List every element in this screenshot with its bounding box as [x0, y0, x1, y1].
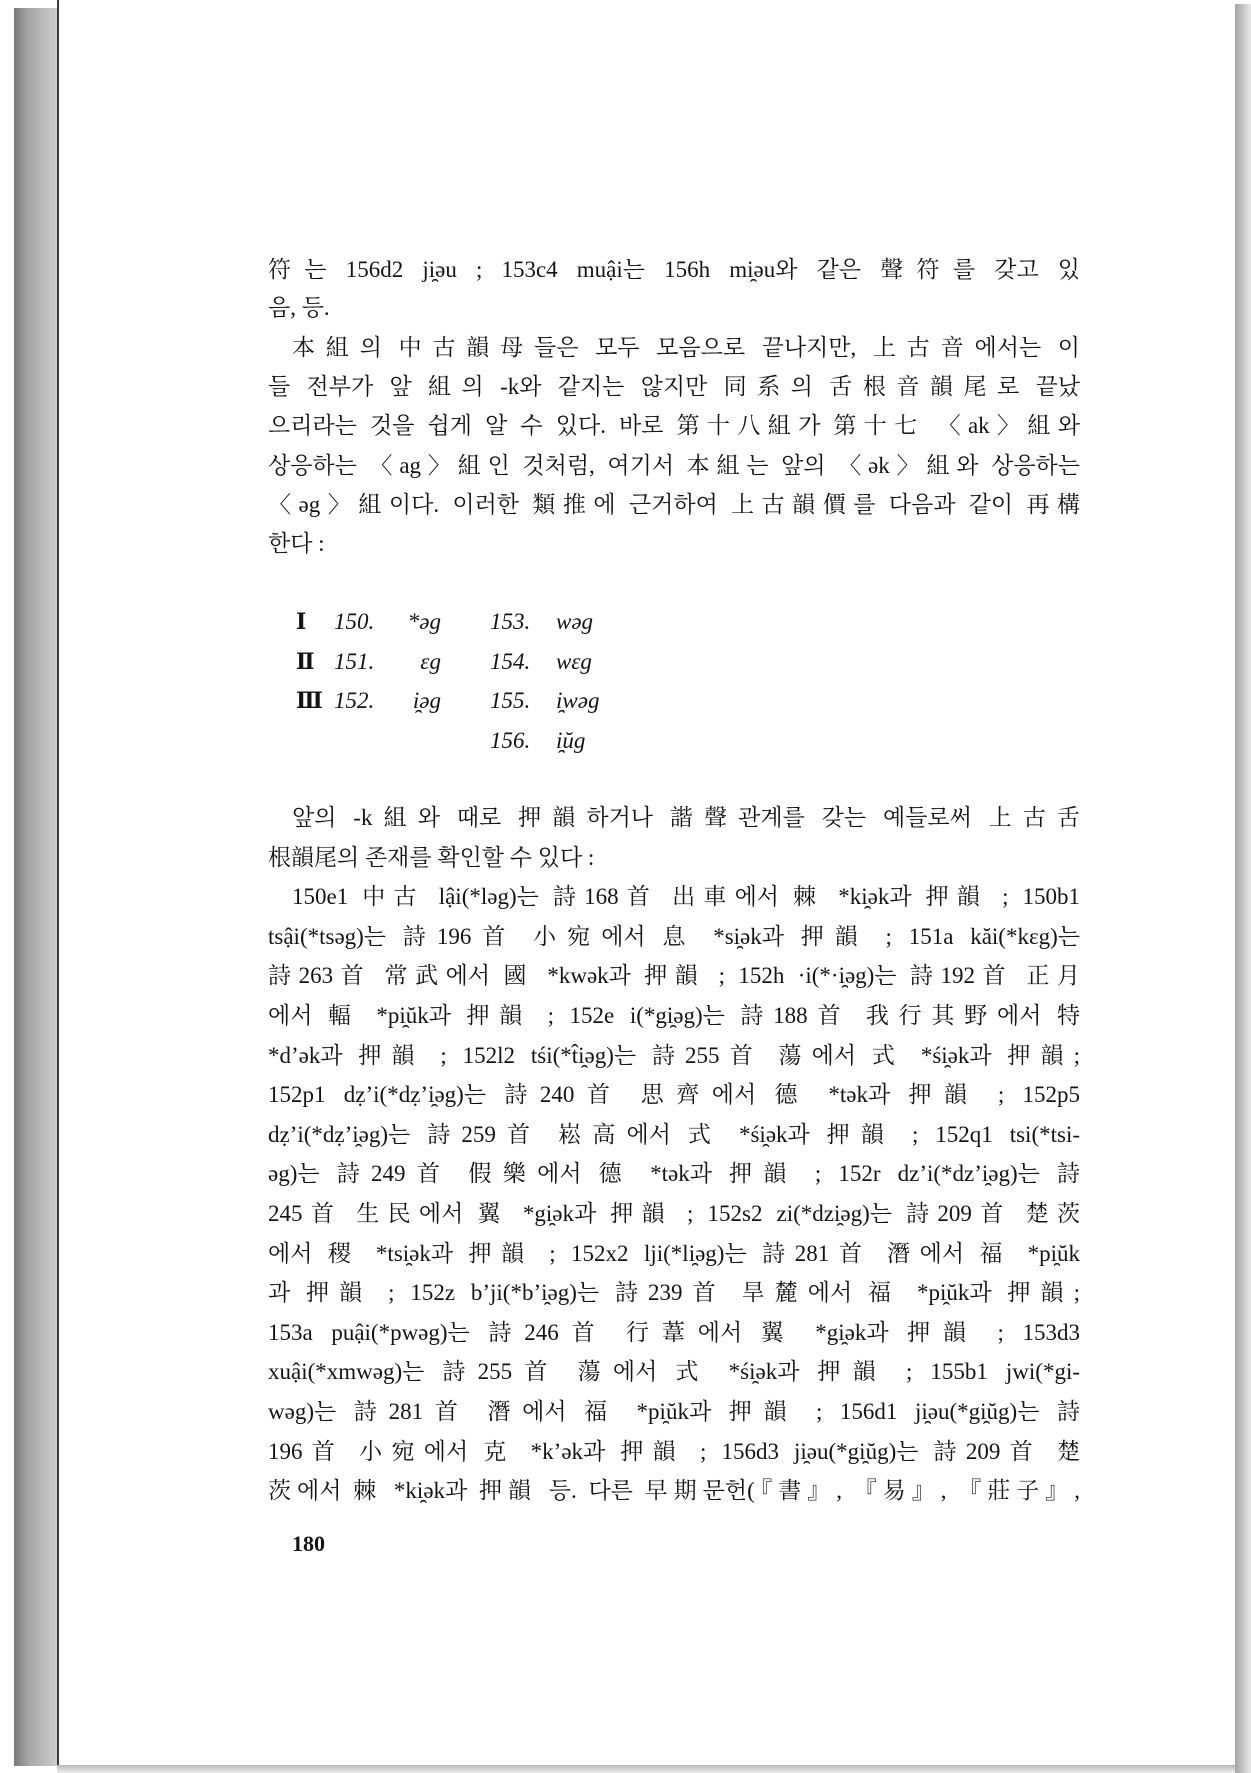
rhyme-value: i̯əg — [412, 688, 441, 713]
rhyme-number: 156. — [490, 727, 531, 753]
text-line: 詩263首 常武에서 國 *kwək과 押韻 ; 152h ·i(*·i̯əg)는 詩192首 正月 — [268, 963, 1080, 989]
rhyme-value: ɛg — [420, 648, 441, 674]
text-line: 에서 稷 *tsi̯ək과 押韻 ; 152x2 lji(*li̯əg)는 詩281首 潛에서 福 *pi̯ŭk — [268, 1240, 1080, 1266]
rhyme-value: wəg — [556, 609, 594, 634]
rhyme-number: 150. — [334, 609, 375, 634]
text-line: 本組의 中古韻母들은 모두 모음으로 끝나지만, 上古音에서는 이 — [292, 335, 1080, 360]
text-line: 에서 輻 *pi̯ŭk과 押韻 ; 152e i(*gi̯əg)는 詩188首 我行其野에서 特 — [268, 1002, 1080, 1028]
grade-label: Ⅱ — [296, 648, 315, 674]
text-line: 앞의 -k組와 때로 押韻하거나 諧聲관계를 갖는 예들로써 上古舌 — [292, 805, 1080, 830]
text-line: 과 押韻 ; 152z b’ji(*b’i̯əg)는 詩239首 旱麓에서 福 *pi̯ŭk과 押韻; — [268, 1280, 1080, 1306]
reconstruction-table — [0, 602, 1251, 760]
intro-text — [268, 251, 1080, 327]
rhyme-value: i̯ŭg — [556, 727, 586, 753]
rhyme-number: 153. — [490, 609, 531, 634]
rhyme-number: 152. — [334, 688, 375, 713]
text-line: 상응하는 〈ag〉組인 것처럼, 여기서 本組는 앞의 〈ək〉組와 상응하는 — [268, 452, 1080, 478]
grade-label: Ⅲ — [296, 688, 323, 713]
text-line: 245首 生民에서 翼 *gi̯ək과 押韻 ; 152s2 zi(*dzi̯əg)는 詩209首 楚茨 — [268, 1200, 1080, 1226]
text-line: 한다 : — [268, 530, 325, 556]
text-line: 符는 156d2 ji̯əu ; 153c4 muậi는 156h mi̯əu와 같은 聲符를 갖고 있 — [268, 257, 1080, 282]
text-line: dẓ’i(*dẓ’i̯əg)는 詩259首 崧高에서 式 *śi̯ək과 押韻 ; 152q1 tsi(*tsi- — [268, 1121, 1080, 1147]
grade-label: Ⅰ — [296, 609, 307, 634]
text-line: wəg)는 詩281首 潛에서 福 *pi̯ŭk과 押韻 ; 156d1 ji̯əu(*gi̯ŭg)는 詩 — [268, 1398, 1080, 1424]
page-number: 180 — [292, 1531, 325, 1556]
text-line: 茨에서 棘 *ki̯ək과 押韻 등. 다른 早期문헌(『書』, 『易』, 『莊子』, — [268, 1478, 1080, 1504]
text-line: 196首 小宛에서 克 *k’ək과 押韻 ; 156d3 ji̯əu(*gi̯ŭg)는 詩209首 楚 — [268, 1438, 1080, 1464]
book-spine-edge — [14, 8, 57, 1766]
table-row — [0, 602, 1251, 642]
paragraph — [268, 328, 1080, 563]
text-line: 음, 등. — [268, 295, 330, 320]
text-line: 들 전부가 앞 組의 -k와 같지는 않지만 同系의 舌根音韻尾로 끝났 — [268, 374, 1080, 400]
text-line: 으리라는 것을 쉽게 알 수 있다. 바로 第十八組가 第十七 〈ak〉組와 — [268, 413, 1080, 439]
table-row — [0, 642, 1251, 682]
rhyme-number: 151. — [334, 648, 375, 674]
text-line: əg)는 詩249首 假樂에서 德 *tək과 押韻 ; 152r dz’i(*dz’i̯əg)는 詩 — [268, 1161, 1080, 1187]
rhyme-value: wɛg — [556, 648, 592, 674]
rhyme-value: i̯wəg — [556, 688, 600, 713]
page-shadow-bottom — [57, 1765, 1235, 1773]
table-row — [0, 721, 1251, 761]
text-line: *d’ək과 押韻 ; 152l2 tśi(*t̂i̯əg)는 詩255首 蕩에서 式 *śi̯ək과 押韻; — [268, 1042, 1080, 1068]
text-line: 152p1 dẓ’i(*dẓ’i̯əg)는 詩240首 思齊에서 德 *tək과 押韻 ; 152p5 — [268, 1082, 1080, 1108]
text-line: 150e1 中古 lậi(*ləg)는 詩168首 出車에서 棘 *ki̯ək과 押韻 ; 150b1 — [292, 884, 1080, 910]
text-line: tsậi(*tsəg)는 詩196首 小宛에서 息 *si̯ək과 押韻 ; 151a kăi(*kɛg)는 — [268, 923, 1080, 949]
table-row — [0, 681, 1251, 721]
text-line: 根韻尾의 존재를 확인할 수 있다 : — [268, 844, 595, 870]
rhyme-value: *əg — [407, 609, 441, 634]
text-line: 〈əg〉組이다. 이러한 類推에 근거하여 上古韻價를 다음과 같이 再構 — [268, 491, 1080, 517]
paragraph — [268, 798, 1080, 1511]
text-line: 153a puậi(*pwəg)는 詩246首 行葦에서 翼 *gi̯ək과 押韻 ; 153d3 — [268, 1319, 1080, 1345]
text-line: xuậi(*xmwəg)는 詩255首 蕩에서 式 *śi̯ək과 押韻 ; 155b1 jwi(*gi- — [268, 1359, 1080, 1385]
page-shadow-right — [1235, 4, 1251, 1773]
rhyme-number: 154. — [490, 648, 531, 674]
rhyme-number: 155. — [490, 688, 531, 713]
